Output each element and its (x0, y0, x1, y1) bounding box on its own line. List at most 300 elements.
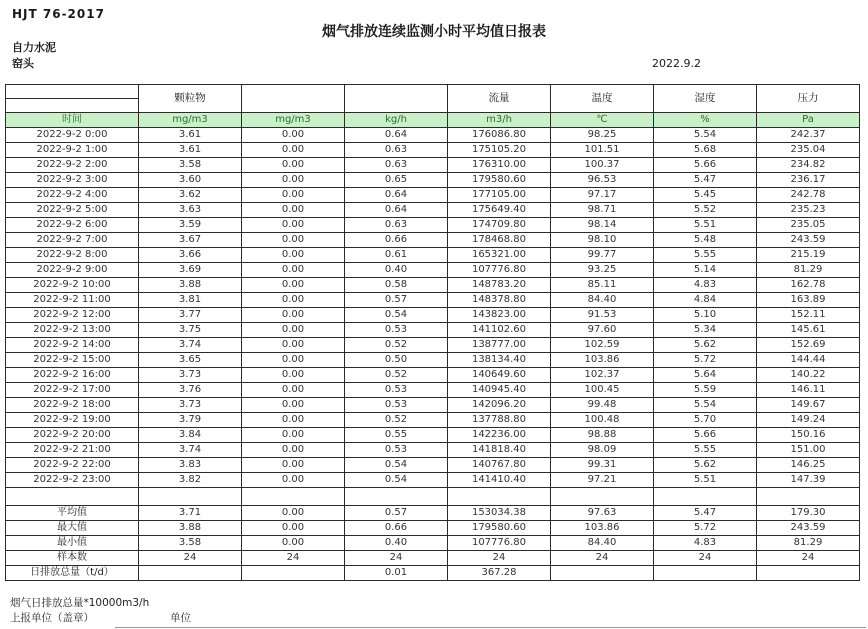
value-cell: 165321.00 (448, 248, 551, 263)
summary-row (6, 506, 860, 521)
summary-value-cell: 367.28 (448, 566, 551, 581)
value-cell: 107776.80 (448, 263, 551, 278)
header-unit-row (6, 113, 860, 128)
value-cell: 0.53 (345, 398, 448, 413)
time-header-lower-cell (6, 99, 139, 113)
time-cell: 2022-9-2 10:00 (6, 278, 139, 293)
value-cell: 5.62 (654, 458, 757, 473)
value-cell: 96.53 (551, 173, 654, 188)
summary-value-cell: 107776.80 (448, 536, 551, 551)
value-cell: 150.16 (757, 428, 860, 443)
summary-value-cell: 24 (345, 551, 448, 566)
table-row (6, 338, 860, 353)
summary-value-cell (757, 566, 860, 581)
header-group-row (6, 85, 860, 99)
table-row (6, 203, 860, 218)
unit-cell-flow: m3/h (448, 113, 551, 128)
value-cell: 0.53 (345, 383, 448, 398)
time-cell: 2022-9-2 1:00 (6, 143, 139, 158)
value-cell: 0.00 (242, 263, 345, 278)
page-title: 烟气排放连续监测小时平均值日报表 (322, 24, 546, 40)
value-cell: 98.09 (551, 443, 654, 458)
table-row (6, 398, 860, 413)
value-cell: 0.00 (242, 353, 345, 368)
company-name: 自力水泥 (12, 41, 56, 54)
value-cell: 3.60 (139, 173, 242, 188)
value-cell: 236.17 (757, 173, 860, 188)
time-cell: 2022-9-2 23:00 (6, 473, 139, 488)
value-cell: 0.64 (345, 203, 448, 218)
value-cell: 0.00 (242, 173, 345, 188)
reporting-unit-label: 上报单位（盖章） (10, 612, 94, 624)
value-cell: 5.51 (654, 218, 757, 233)
value-cell: 97.60 (551, 323, 654, 338)
value-cell: 0.00 (242, 203, 345, 218)
value-cell: 0.52 (345, 413, 448, 428)
summary-value-cell: 24 (139, 551, 242, 566)
value-cell: 140945.40 (448, 383, 551, 398)
value-cell: 4.84 (654, 293, 757, 308)
summary-value-cell: 24 (551, 551, 654, 566)
unit-cell-temperature: ℃ (551, 113, 654, 128)
empty-cell (448, 488, 551, 506)
summary-value-cell (139, 566, 242, 581)
table-row (6, 353, 860, 368)
time-cell: 2022-9-2 4:00 (6, 188, 139, 203)
time-cell: 2022-9-2 0:00 (6, 128, 139, 143)
empty-cell (6, 488, 139, 506)
value-cell: 215.19 (757, 248, 860, 263)
value-cell: 0.53 (345, 323, 448, 338)
value-cell: 3.66 (139, 248, 242, 263)
empty-cell (654, 488, 757, 506)
standard-code: HJT 76-2017 (12, 7, 105, 21)
value-cell: 0.53 (345, 443, 448, 458)
time-cell: 2022-9-2 21:00 (6, 443, 139, 458)
value-cell: 0.64 (345, 188, 448, 203)
value-cell: 144.44 (757, 353, 860, 368)
value-cell: 98.71 (551, 203, 654, 218)
summary-value-cell: 3.88 (139, 521, 242, 536)
table-row (6, 128, 860, 143)
summary-value-cell: 5.47 (654, 506, 757, 521)
value-cell: 151.00 (757, 443, 860, 458)
time-cell: 2022-9-2 6:00 (6, 218, 139, 233)
value-cell: 3.76 (139, 383, 242, 398)
value-cell: 0.00 (242, 158, 345, 173)
value-cell: 0.52 (345, 368, 448, 383)
time-cell: 2022-9-2 7:00 (6, 233, 139, 248)
value-cell: 84.40 (551, 293, 654, 308)
value-cell: 100.45 (551, 383, 654, 398)
time-cell: 2022-9-2 12:00 (6, 308, 139, 323)
column-group-blank-1 (242, 85, 345, 113)
value-cell: 101.51 (551, 143, 654, 158)
value-cell: 5.59 (654, 383, 757, 398)
value-cell: 99.31 (551, 458, 654, 473)
value-cell: 3.73 (139, 368, 242, 383)
value-cell: 243.59 (757, 233, 860, 248)
summary-value-cell (551, 566, 654, 581)
summary-value-cell: 97.63 (551, 506, 654, 521)
value-cell: 0.00 (242, 473, 345, 488)
value-cell: 5.66 (654, 158, 757, 173)
value-cell: 3.79 (139, 413, 242, 428)
value-cell: 3.69 (139, 263, 242, 278)
column-group-pressure: 压力 (757, 85, 860, 113)
value-cell: 93.25 (551, 263, 654, 278)
empty-cell (139, 488, 242, 506)
time-cell: 2022-9-2 22:00 (6, 458, 139, 473)
column-group-humidity: 湿度 (654, 85, 757, 113)
time-cell: 2022-9-2 11:00 (6, 293, 139, 308)
value-cell: 5.62 (654, 338, 757, 353)
time-cell: 2022-9-2 14:00 (6, 338, 139, 353)
table-row (6, 443, 860, 458)
table-row (6, 413, 860, 428)
value-cell: 152.11 (757, 308, 860, 323)
column-group-flow: 流量 (448, 85, 551, 113)
value-cell: 5.14 (654, 263, 757, 278)
value-cell: 100.37 (551, 158, 654, 173)
table-row (6, 233, 860, 248)
table-row (6, 158, 860, 173)
value-cell: 141102.60 (448, 323, 551, 338)
value-cell: 142096.20 (448, 398, 551, 413)
unit-cell-3: kg/h (345, 113, 448, 128)
value-cell: 5.34 (654, 323, 757, 338)
table-row (6, 293, 860, 308)
value-cell: 0.40 (345, 263, 448, 278)
summary-label-cell: 最小值 (6, 536, 139, 551)
summary-value-cell: 179580.60 (448, 521, 551, 536)
value-cell: 0.57 (345, 293, 448, 308)
unit-cell-pm: mg/m3 (139, 113, 242, 128)
value-cell: 99.48 (551, 398, 654, 413)
value-cell: 148378.80 (448, 293, 551, 308)
value-cell: 235.04 (757, 143, 860, 158)
value-cell: 0.55 (345, 428, 448, 443)
value-cell: 5.54 (654, 398, 757, 413)
value-cell: 0.00 (242, 218, 345, 233)
summary-value-cell (242, 566, 345, 581)
value-cell: 5.55 (654, 443, 757, 458)
value-cell: 149.67 (757, 398, 860, 413)
value-cell: 103.86 (551, 353, 654, 368)
value-cell: 3.58 (139, 158, 242, 173)
summary-value-cell: 0.00 (242, 521, 345, 536)
unit-cell-2: mg/m3 (242, 113, 345, 128)
empty-cell (242, 488, 345, 506)
value-cell: 98.14 (551, 218, 654, 233)
value-cell: 140767.80 (448, 458, 551, 473)
value-cell: 3.84 (139, 428, 242, 443)
value-cell: 177105.00 (448, 188, 551, 203)
table-row (6, 458, 860, 473)
value-cell: 3.63 (139, 203, 242, 218)
value-cell: 5.45 (654, 188, 757, 203)
time-header-upper-cell (6, 85, 139, 99)
column-group-temperature: 温度 (551, 85, 654, 113)
value-cell: 3.67 (139, 233, 242, 248)
value-cell: 0.00 (242, 308, 345, 323)
value-cell: 5.70 (654, 413, 757, 428)
value-cell: 138134.40 (448, 353, 551, 368)
value-cell: 0.50 (345, 353, 448, 368)
summary-value-cell: 4.83 (654, 536, 757, 551)
summary-row (6, 566, 860, 581)
value-cell: 3.77 (139, 308, 242, 323)
summary-label-cell: 平均值 (6, 506, 139, 521)
value-cell: 163.89 (757, 293, 860, 308)
value-cell: 5.10 (654, 308, 757, 323)
value-cell: 142236.00 (448, 428, 551, 443)
summary-value-cell: 5.72 (654, 521, 757, 536)
value-cell: 0.00 (242, 428, 345, 443)
summary-value-cell: 0.00 (242, 536, 345, 551)
value-cell: 235.05 (757, 218, 860, 233)
value-cell: 0.00 (242, 443, 345, 458)
value-cell: 0.61 (345, 248, 448, 263)
summary-value-cell: 0.66 (345, 521, 448, 536)
flow-total-note: 烟气日排放总量*10000m3/h (10, 597, 150, 609)
value-cell: 5.48 (654, 233, 757, 248)
report-date: 2022.9.2 (652, 57, 701, 70)
summary-value-cell: 3.58 (139, 536, 242, 551)
time-cell: 2022-9-2 18:00 (6, 398, 139, 413)
value-cell: 0.65 (345, 173, 448, 188)
value-cell: 0.00 (242, 293, 345, 308)
value-cell: 5.55 (654, 248, 757, 263)
value-cell: 102.59 (551, 338, 654, 353)
value-cell: 0.00 (242, 458, 345, 473)
empty-cell (757, 488, 860, 506)
summary-value-cell: 24 (757, 551, 860, 566)
summary-value-cell: 0.01 (345, 566, 448, 581)
summary-value-cell: 0.57 (345, 506, 448, 521)
value-cell: 0.00 (242, 413, 345, 428)
summary-value-cell: 0.40 (345, 536, 448, 551)
value-cell: 91.53 (551, 308, 654, 323)
value-cell: 98.25 (551, 128, 654, 143)
value-cell: 0.00 (242, 368, 345, 383)
value-cell: 3.75 (139, 323, 242, 338)
value-cell: 146.11 (757, 383, 860, 398)
summary-row (6, 536, 860, 551)
stack-name: 窑头 (12, 57, 34, 70)
summary-row (6, 521, 860, 536)
table-row (6, 218, 860, 233)
value-cell: 140.22 (757, 368, 860, 383)
value-cell: 234.82 (757, 158, 860, 173)
value-cell: 4.83 (654, 278, 757, 293)
value-cell: 175649.40 (448, 203, 551, 218)
value-cell: 5.72 (654, 353, 757, 368)
table-row (6, 428, 860, 443)
value-cell: 5.52 (654, 203, 757, 218)
value-cell: 0.63 (345, 158, 448, 173)
value-cell: 3.83 (139, 458, 242, 473)
value-cell: 0.00 (242, 248, 345, 263)
value-cell: 0.00 (242, 398, 345, 413)
summary-value-cell: 153034.38 (448, 506, 551, 521)
spacer-row (6, 488, 860, 506)
value-cell: 3.61 (139, 143, 242, 158)
value-cell: 97.21 (551, 473, 654, 488)
column-group-blank-2 (345, 85, 448, 113)
time-cell: 2022-9-2 17:00 (6, 383, 139, 398)
value-cell: 0.54 (345, 458, 448, 473)
value-cell: 162.78 (757, 278, 860, 293)
table-row (6, 383, 860, 398)
value-cell: 0.00 (242, 143, 345, 158)
value-cell: 5.68 (654, 143, 757, 158)
time-cell: 2022-9-2 13:00 (6, 323, 139, 338)
table-row (6, 263, 860, 278)
value-cell: 0.00 (242, 188, 345, 203)
value-cell: 3.74 (139, 338, 242, 353)
value-cell: 5.47 (654, 173, 757, 188)
report-table-header (6, 85, 860, 128)
value-cell: 98.10 (551, 233, 654, 248)
value-cell: 99.77 (551, 248, 654, 263)
table-row (6, 278, 860, 293)
time-cell: 2022-9-2 8:00 (6, 248, 139, 263)
table-row (6, 248, 860, 263)
unit-label: 单位 (170, 612, 191, 624)
value-cell: 178468.80 (448, 233, 551, 248)
table-row (6, 308, 860, 323)
table-row (6, 323, 860, 338)
table-row (6, 143, 860, 158)
summary-label-cell: 最大值 (6, 521, 139, 536)
value-cell: 0.63 (345, 218, 448, 233)
table-row (6, 473, 860, 488)
time-cell: 2022-9-2 2:00 (6, 158, 139, 173)
value-cell: 85.11 (551, 278, 654, 293)
empty-cell (345, 488, 448, 506)
time-header-cell: 时间 (6, 113, 139, 128)
value-cell: 102.37 (551, 368, 654, 383)
value-cell: 0.00 (242, 338, 345, 353)
cutoff-table-top-border (115, 627, 866, 628)
summary-value-cell: 24 (448, 551, 551, 566)
empty-cell (551, 488, 654, 506)
value-cell: 137788.80 (448, 413, 551, 428)
value-cell: 5.54 (654, 128, 757, 143)
value-cell: 0.00 (242, 323, 345, 338)
value-cell: 235.23 (757, 203, 860, 218)
value-cell: 152.69 (757, 338, 860, 353)
value-cell: 0.63 (345, 143, 448, 158)
summary-value-cell: 24 (654, 551, 757, 566)
value-cell: 3.62 (139, 188, 242, 203)
value-cell: 146.25 (757, 458, 860, 473)
summary-value-cell: 81.29 (757, 536, 860, 551)
time-cell: 2022-9-2 15:00 (6, 353, 139, 368)
unit-cell-humidity: % (654, 113, 757, 128)
value-cell: 0.00 (242, 233, 345, 248)
value-cell: 5.64 (654, 368, 757, 383)
summary-value-cell: 84.40 (551, 536, 654, 551)
value-cell: 141410.40 (448, 473, 551, 488)
value-cell: 3.82 (139, 473, 242, 488)
value-cell: 148783.20 (448, 278, 551, 293)
value-cell: 143823.00 (448, 308, 551, 323)
value-cell: 97.17 (551, 188, 654, 203)
value-cell: 3.74 (139, 443, 242, 458)
summary-label-cell: 样本数 (6, 551, 139, 566)
table-row (6, 173, 860, 188)
summary-label-cell: 日排放总量（t/d） (6, 566, 139, 581)
value-cell: 3.59 (139, 218, 242, 233)
summary-value-cell: 24 (242, 551, 345, 566)
value-cell: 5.51 (654, 473, 757, 488)
value-cell: 138777.00 (448, 338, 551, 353)
value-cell: 5.66 (654, 428, 757, 443)
value-cell: 176310.00 (448, 158, 551, 173)
value-cell: 176086.80 (448, 128, 551, 143)
value-cell: 3.81 (139, 293, 242, 308)
table-row (6, 368, 860, 383)
time-cell: 2022-9-2 16:00 (6, 368, 139, 383)
summary-value-cell: 0.00 (242, 506, 345, 521)
value-cell: 81.29 (757, 263, 860, 278)
value-cell: 0.64 (345, 128, 448, 143)
value-cell: 0.52 (345, 338, 448, 353)
value-cell: 0.58 (345, 278, 448, 293)
value-cell: 242.78 (757, 188, 860, 203)
column-group-pm: 颗粒物 (139, 85, 242, 113)
time-cell: 2022-9-2 9:00 (6, 263, 139, 278)
value-cell: 174709.80 (448, 218, 551, 233)
time-cell: 2022-9-2 3:00 (6, 173, 139, 188)
summary-row (6, 551, 860, 566)
summary-value-cell: 179.30 (757, 506, 860, 521)
value-cell: 140649.60 (448, 368, 551, 383)
summary-value-cell (654, 566, 757, 581)
value-cell: 3.61 (139, 128, 242, 143)
value-cell: 242.37 (757, 128, 860, 143)
value-cell: 0.00 (242, 128, 345, 143)
table-row (6, 188, 860, 203)
value-cell: 175105.20 (448, 143, 551, 158)
value-cell: 3.65 (139, 353, 242, 368)
value-cell: 141818.40 (448, 443, 551, 458)
time-cell: 2022-9-2 5:00 (6, 203, 139, 218)
time-cell: 2022-9-2 20:00 (6, 428, 139, 443)
time-cell: 2022-9-2 19:00 (6, 413, 139, 428)
value-cell: 3.88 (139, 278, 242, 293)
value-cell: 179580.60 (448, 173, 551, 188)
value-cell: 0.66 (345, 233, 448, 248)
value-cell: 0.00 (242, 383, 345, 398)
value-cell: 0.00 (242, 278, 345, 293)
value-cell: 98.88 (551, 428, 654, 443)
value-cell: 149.24 (757, 413, 860, 428)
report-table (5, 84, 860, 581)
value-cell: 147.39 (757, 473, 860, 488)
report-table-body (6, 128, 860, 581)
summary-value-cell: 243.59 (757, 521, 860, 536)
value-cell: 0.54 (345, 308, 448, 323)
value-cell: 0.54 (345, 473, 448, 488)
value-cell: 3.73 (139, 398, 242, 413)
unit-cell-pressure: Pa (757, 113, 860, 128)
value-cell: 100.48 (551, 413, 654, 428)
value-cell: 145.61 (757, 323, 860, 338)
summary-value-cell: 3.71 (139, 506, 242, 521)
